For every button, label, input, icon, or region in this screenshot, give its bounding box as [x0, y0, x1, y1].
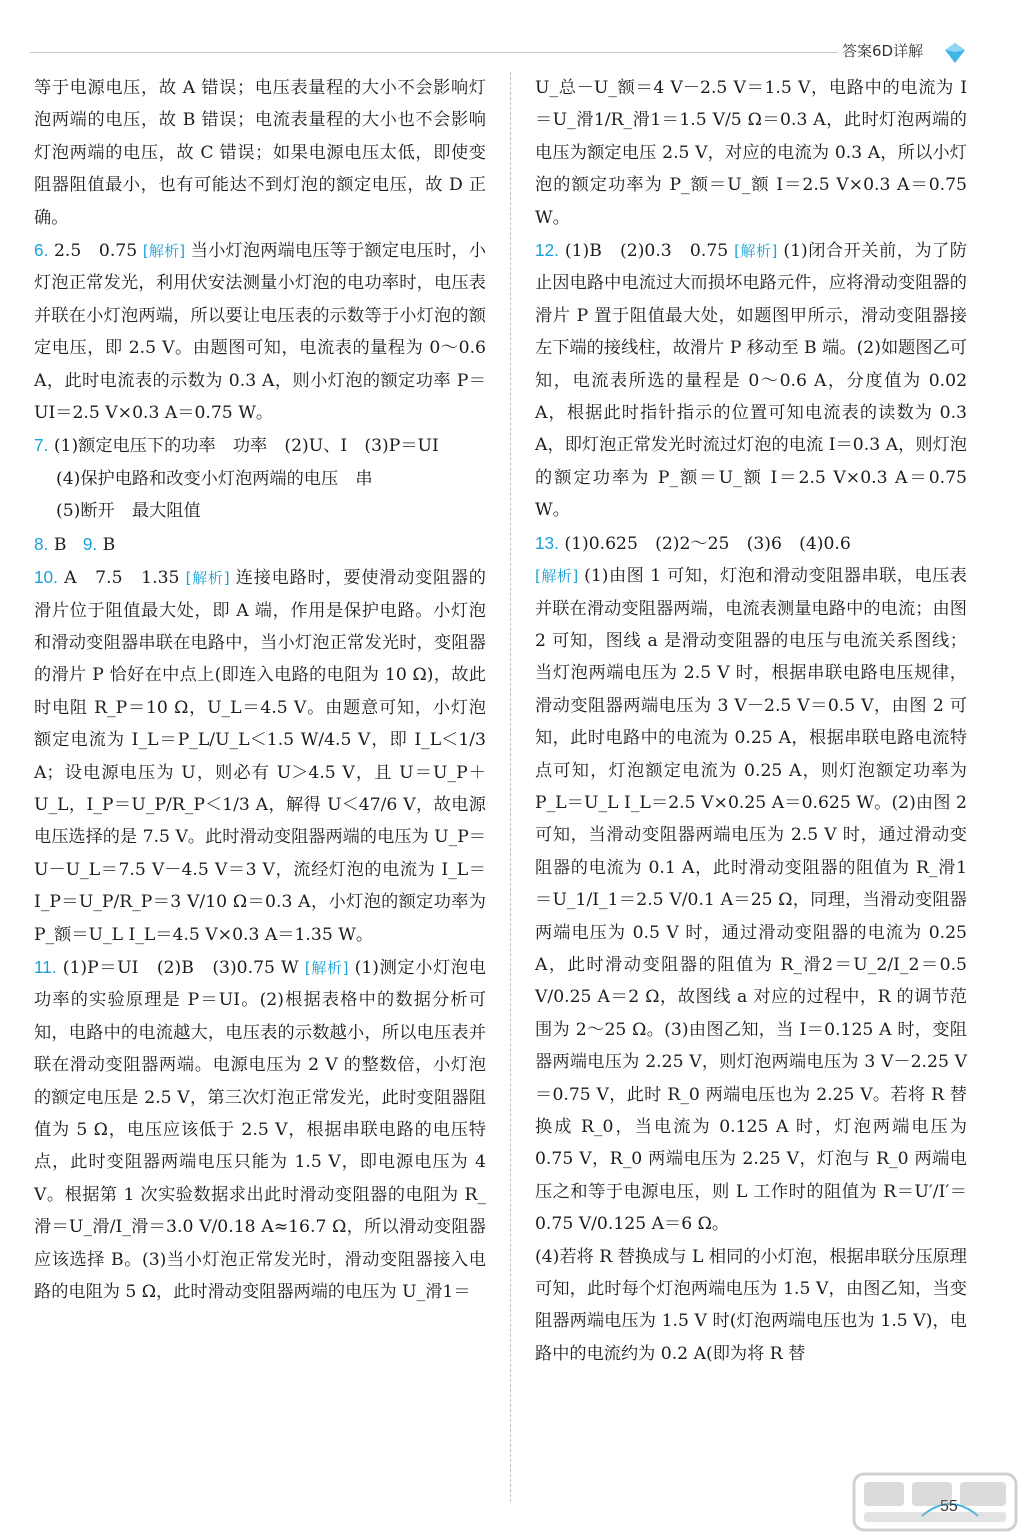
header-rule: [30, 52, 838, 53]
question-number: 9.: [82, 533, 98, 554]
column-divider: [510, 72, 511, 1502]
analysis-tag: [ 解析 ]: [186, 569, 230, 587]
analysis-text: 当小灯泡两端电压等于额定电压时，小灯泡正常发光，利用伏安法测量小灯泡的电功率时，电压表并联在小灯泡两端，所以要让电压表的示数等于小灯泡的额定电压，即 2.5 V。由题图可知，电流表的量程为 0～0.6 A，此时电流表的示数为 0.3 A，则小灯泡的额定功率 P＝UI＝2.5 V×0.3 A＝0.75 W。: [34, 241, 486, 424]
answer-values: B: [53, 534, 67, 555]
header-title: 答案6D详解: [842, 42, 924, 60]
answer-13-analysis-part-4: (4)若将 R 替换成与 L 相同的小灯泡，根据串联分压原理可知，此时每个灯泡两端电压为 1.5 V，由图乙知，当变阻器两端电压为 1.5 V 时(灯泡两端电压也为 1.5 V)，电路中的电流约为 0.2 A(即为将 R 替: [535, 1246, 967, 1364]
answer-values: (1)B (2)0.3 0.75: [564, 241, 729, 262]
analysis-text: (1)测定小灯泡电功率的实验原理是 P＝UI。(2)根据表格中的数据分析可知，电路中的电流越大，电压表的示数越小，所以电压表并联在滑动变阻器两端。电源电压为 2 V 的整数倍，小灯泡的额定电压是 2.5 V，第三次灯泡正常发光，此时变阻器阻值为 5 Ω，电压应该低于 2.5 V，根据串联电路的电压特点，此时变阻器两端电压只能为 1.5 V，即电源电压为 4 V。根据第 1 次实验数据求出此时滑动变阻器的电阻为 R_滑＝U_滑/I_滑＝3.0 V/0.18 A≈16.7 Ω，所以滑动变阻器应该选择 B。(3)当小灯泡正常发光时，滑动变阻器接入电路的电阻为 5 Ω，此时滑动变阻器两端的电压为 U_滑1＝: [34, 957, 486, 1303]
answer-13-analysis: [535, 560, 967, 1241]
answer-7: [34, 429, 486, 462]
answer-12: [535, 234, 967, 527]
answer-7-line-2: (4)保护电路和改变小灯泡两端的电压 串: [56, 468, 373, 489]
answer-values: 2.5 0.75: [54, 241, 138, 262]
answer-values: B: [102, 534, 116, 555]
answer-13: [535, 527, 967, 560]
answer-values: (1)P＝UI (2)B (3)0.75 W: [62, 957, 299, 978]
analysis-text: (1)由图 1 可知，灯泡和滑动变阻器串联，电压表并联在滑动变阻器两端，电流表测量电路中的电流；由图 2 可知，图线 a 是滑动变阻器的电压与电流关系图线；当灯泡两端电压为 2.5 V 时，根据串联电路电压规律，滑动变阻器两端电压为 3 V－2.5 V＝0.5 V，由图 2 可知，此时电路中的电流为 0.25 A，根据串联电路电流特点可知，灯泡额定电流为 0.25 A，则灯泡额定功率为 P_L＝U_L I_L＝2.5 V×0.25 A＝0.625 W。(2)由图 2 可知，当滑动变阻器两端电压为 2.5 V 时，通过滑动变阻器的电流为 0.1 A，此时滑动变阻器的阻值为 R_滑1＝U_1/I_1＝2.5 V/0.1 A＝25 Ω，同理，当滑动变阻器两端电压为 0.5 V 时，通过滑动变阻器的电流为 0.25 A，此时滑动变阻器的阻值为 R_滑2＝U_2/I_2＝0.5 V/0.25 A＝2 Ω，故图线 a 对应的过程中，R 的调节范围为 2～25 Ω。(3)由图乙知，当 I＝0.125 A 时，变阻器两端电压为 2.25 V，则灯泡两端电压为 3 V－2.25 V＝0.75 V，此时 R_0 两端电压也为 2.25 V。若将 R 替换成 R_0，当电流为 0.125 A 时，灯泡两端电压为 0.75 V，R_0 两端电压为 2.25 V，灯泡与 R_0 两端电压之和等于电源电压，则 L 工作时的阻值为 R＝U′/I′＝0.75 V/0.125 A＝6 Ω。: [535, 566, 967, 1235]
answer-8-9: [34, 528, 486, 561]
question-number: 10.: [34, 567, 58, 588]
answer-values: (1)0.625 (2)2～25 (3)6 (4)0.6: [564, 533, 851, 554]
question-number: 6.: [34, 240, 49, 261]
left-column: [34, 72, 486, 1308]
gem-icon: [944, 42, 966, 64]
question-number: 13.: [535, 532, 559, 553]
right-column: [535, 72, 967, 1370]
analysis-tag: [ 解析 ]: [734, 242, 777, 260]
answer-11: [34, 951, 486, 1308]
analysis-tag: [ 解析 ]: [143, 242, 185, 260]
answer-line: (1)额定电压下的功率 功率 (2)U、I (3)P＝UI: [53, 436, 439, 457]
question-number: 8.: [34, 533, 49, 554]
analysis-tag: [ 解析 ]: [305, 959, 349, 977]
watermark-logo: [850, 1470, 1020, 1534]
question-number: 11.: [34, 956, 57, 977]
answer-10: [34, 561, 486, 951]
continued-paragraph: U_总－U_额＝4 V－2.5 V＝1.5 V，电路中的电流为 I＝U_滑1/R_滑1＝1.5 V/5 Ω＝0.3 A，此时灯泡两端的电压为额定电压 2.5 V，对应的电流为 0.3 A，所以小灯泡的额定功率为 P_额＝U_额 I＝2.5 V×0.3 A＝0.75 W。: [535, 78, 967, 228]
analysis-text: (1)闭合开关前，为了防止因电路中电流过大而损坏电路元件，应将滑动变阻器的滑片 P 置于阻值最大处，如题图甲所示，滑动变阻器接左下端的接线柱，故滑片 P 移动至 B 端。(2)如题图乙可知，电流表所选的量程是 0～0.6 A，分度值为 0.02 A，根据此时指针指示的位置可知电流表的读数为 0.3 A，即灯泡正常发光时流过灯泡的电流 I＝0.3 A，则灯泡的额定功率为 P_额＝U_额 I＝2.5 V×0.3 A＝0.75 W。: [535, 241, 967, 521]
analysis-tag: [ 解析 ]: [535, 567, 578, 585]
page-number: 55: [940, 1498, 958, 1515]
answer-7-line-3: (5)断开 最大阻值: [56, 501, 201, 522]
continued-paragraph: 等于电源电压，故 A 错误；电压表量程的大小不会影响灯泡两端的电压，故 B 错误；电流表量程的大小也不会影响灯泡两端的电压，故 C 错误；如果电源电压太低，即使变阻器阻值最小，也有可能达不到灯泡的额定电压，故 D 正确。: [34, 78, 486, 228]
question-number: 12.: [535, 240, 559, 261]
answer-6: [34, 234, 486, 429]
question-number: 7.: [34, 435, 49, 456]
analysis-text: 连接电路时，要使滑动变阻器的滑片位于阻值最大处，即 A 端，作用是保护电路。小灯泡和滑动变阻器串联在电路中，当小灯泡正常发光时，变阻器的滑片 P 恰好在中点上(即连入电路的电阻为 10 Ω)，故此时电阻 R_P＝10 Ω，U_L＝4.5 V。由题意可知，小灯泡额定电流为 I_L＝P_L/U_L＜1.5 W/4.5 V，即 I_L＜1/3 A；设电源电压为 U，则必有 U＞4.5 V，且 U＝U_P＋U_L，I_P＝U_P/R_P＜1/3 A，解得 U＜47/6 V，故电源电压选择的是 7.5 V。此时滑动变阻器两端的电压为 U_P＝U－U_L＝7.5 V－4.5 V＝3 V，流经灯泡的电流为 I_L＝I_P＝U_P/R_P＝3 V/10 Ω＝0.3 A，小灯泡的额定功率为 P_额＝U_L I_L＝4.5 V×0.3 A＝1.35 W。: [34, 568, 486, 945]
answer-values: A 7.5 1.35: [64, 568, 180, 589]
